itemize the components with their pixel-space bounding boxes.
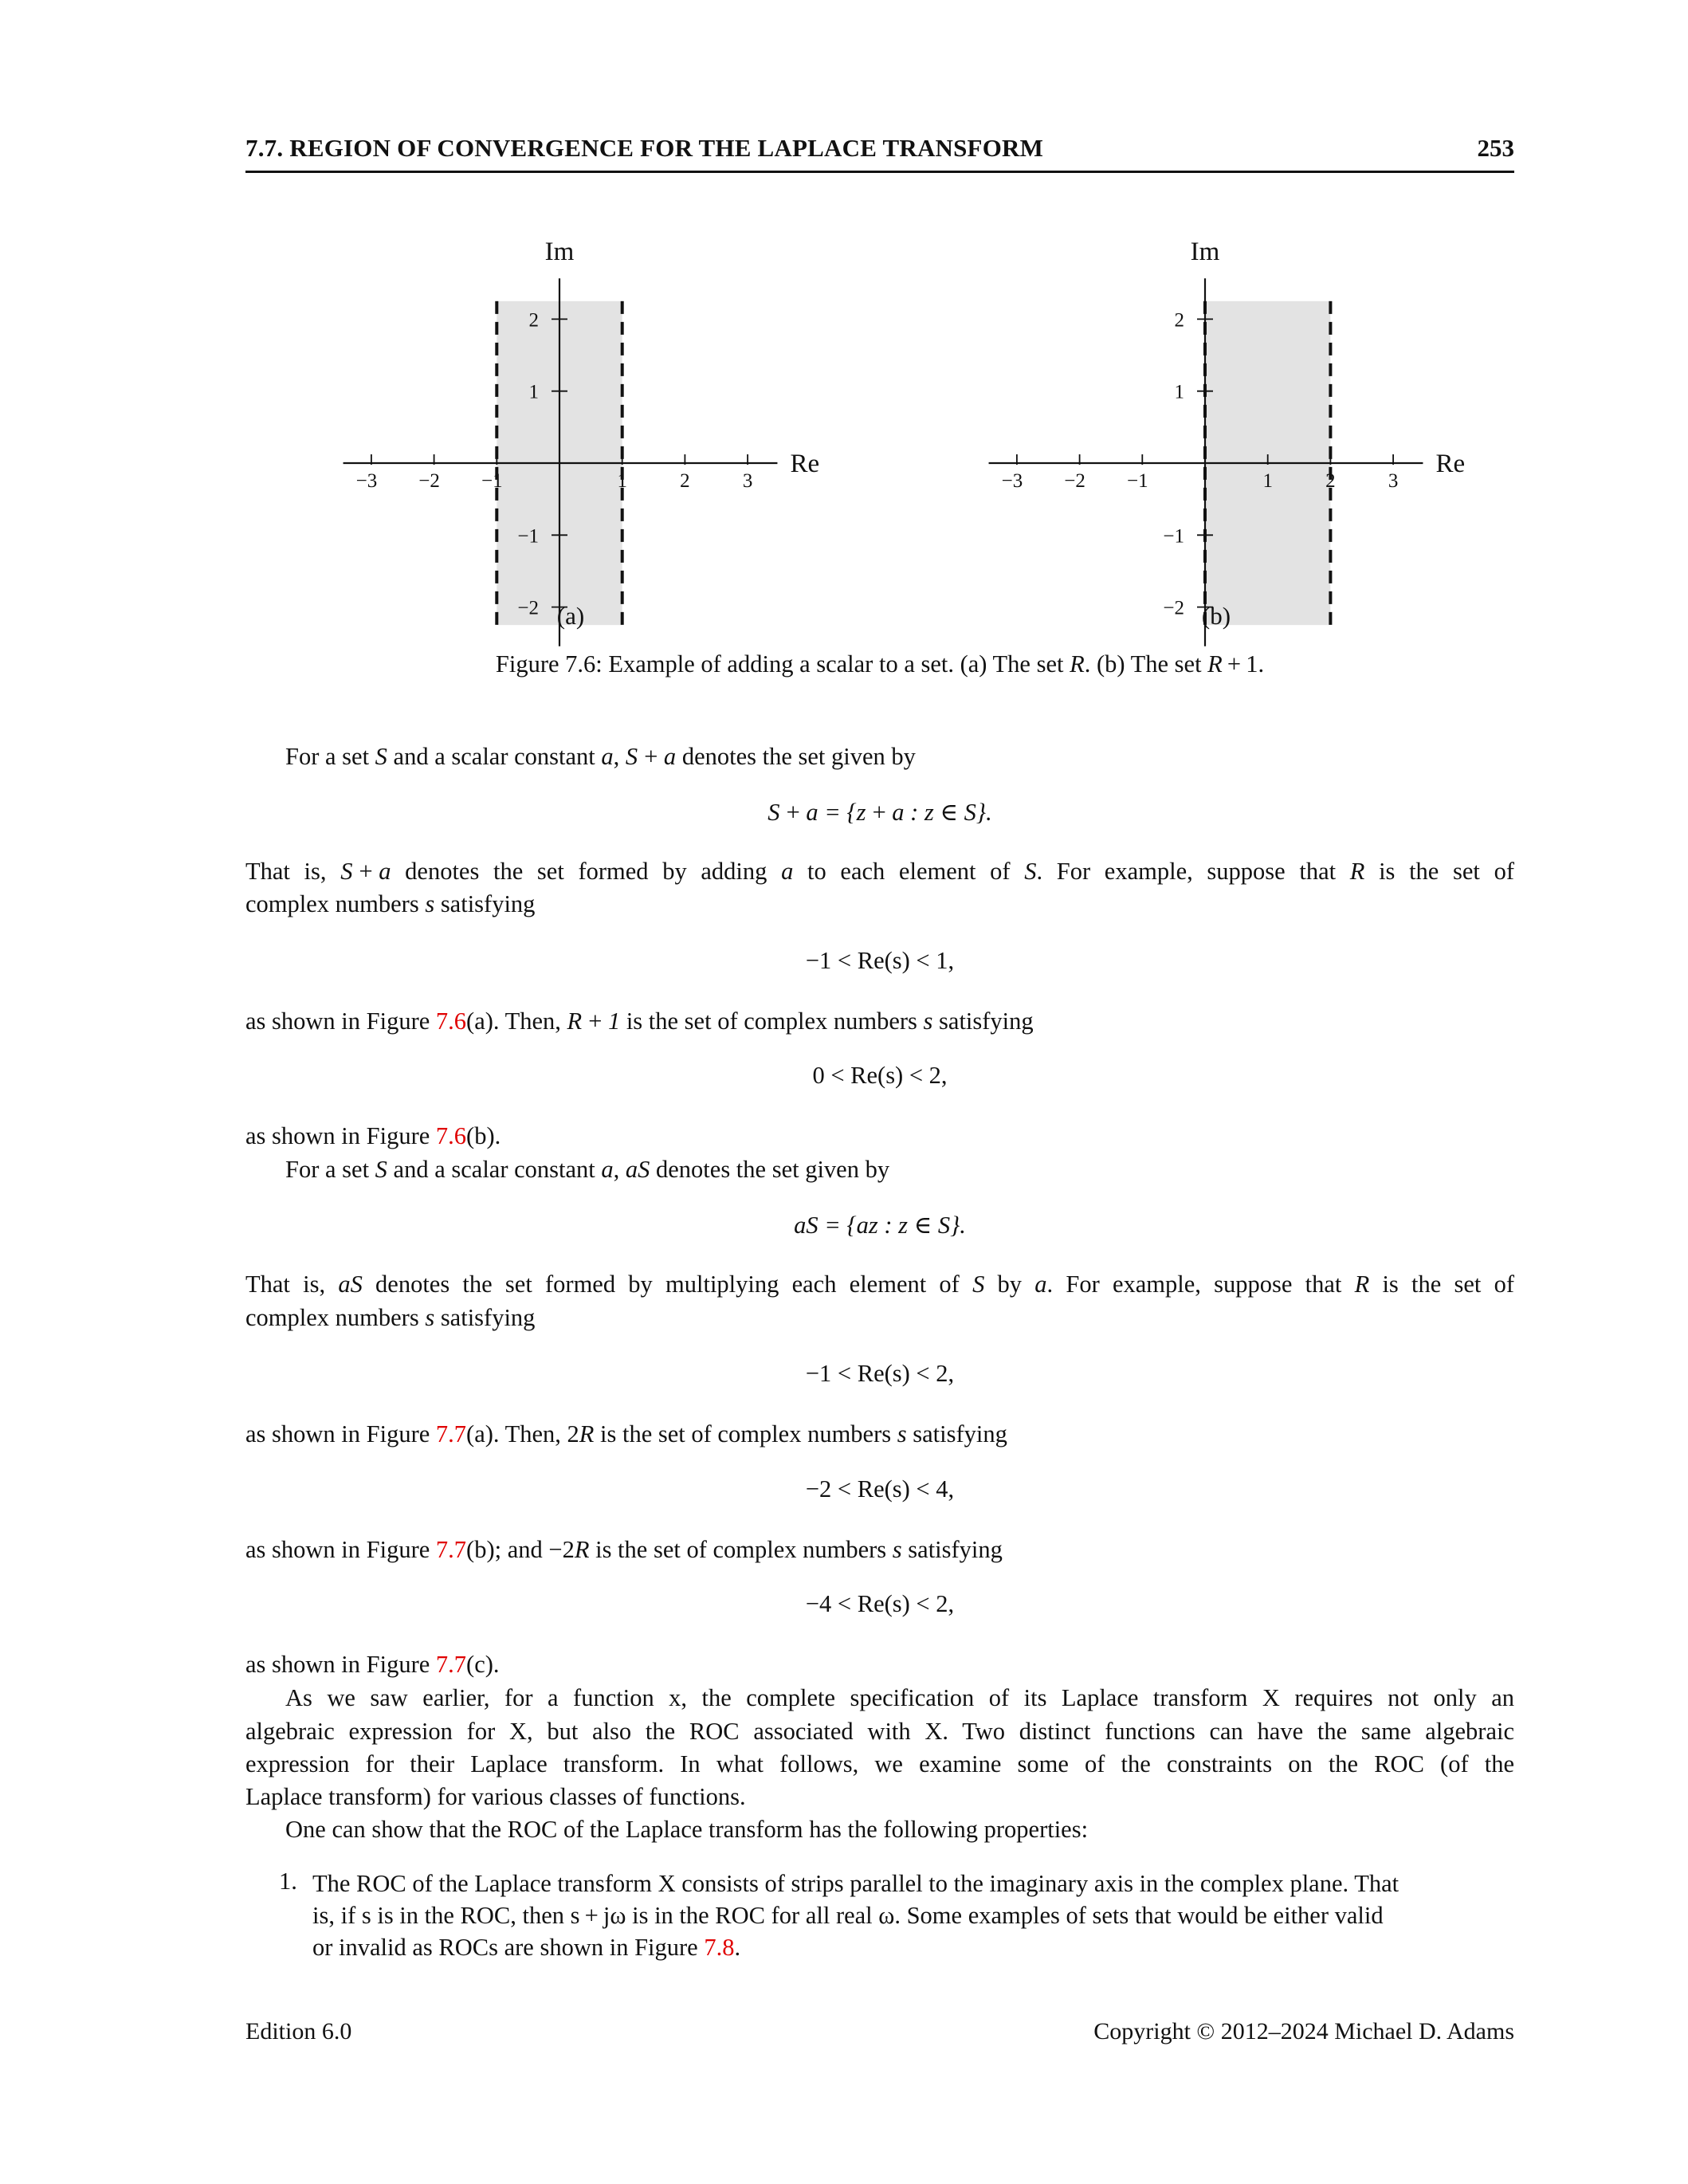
x-tick-label: 1 xyxy=(1262,470,1273,492)
y-tick-label: 2 xyxy=(528,309,539,332)
math-var: aS xyxy=(338,1271,363,1298)
math-var: S xyxy=(375,743,387,770)
equation: 0 < Re(s) < 2, xyxy=(812,1062,948,1089)
footer-edition: Edition 6.0 xyxy=(245,2018,352,2045)
equation: −4 < Re(s) < 2, xyxy=(805,1590,955,1617)
y-tick-label: −1 xyxy=(1163,525,1184,548)
text-run: is the set of complex numbers xyxy=(620,1008,924,1035)
paragraph-line xyxy=(245,1648,1514,1682)
text-run: . xyxy=(734,1934,741,1961)
panel-label: (a) xyxy=(556,602,585,630)
figure-link[interactable]: 7.6 xyxy=(435,1008,467,1035)
math-var: R xyxy=(579,1420,595,1447)
footer-copyright: Copyright © 2012–2024 Michael D. Adams xyxy=(1093,2018,1514,2045)
x-tick-label: 1 xyxy=(617,470,627,492)
paragraph-line xyxy=(245,888,1514,921)
text-run: denotes the set formed by adding xyxy=(391,858,782,885)
caption-var: R xyxy=(1070,650,1085,678)
y-tick-label: −2 xyxy=(517,597,539,619)
figure-link[interactable]: 7.7 xyxy=(435,1536,467,1563)
text-run: and a scalar constant xyxy=(387,743,602,770)
caption-text: Figure 7.6: Example of adding a scalar to a set. (a) The set xyxy=(495,650,1070,678)
text-run: as shown in Figure xyxy=(245,1536,436,1563)
caption-var: R xyxy=(1207,650,1223,678)
math-var: s xyxy=(923,1008,933,1035)
page-number: 253 xyxy=(1477,134,1514,162)
figure-caption xyxy=(245,650,1514,678)
x-tick-label: 3 xyxy=(1388,470,1399,492)
paragraph-line xyxy=(285,1153,1514,1187)
text-run: denotes the set formed by multiplying each element of xyxy=(362,1271,973,1298)
text-run: (c). xyxy=(466,1651,500,1678)
x-tick-label: −1 xyxy=(481,470,503,492)
math-var: s xyxy=(897,1420,907,1447)
text-run: That is, xyxy=(245,1271,339,1298)
x-axis-label: Re xyxy=(790,450,820,478)
math-var: R + 1 xyxy=(567,1008,621,1035)
text-run: satisfying xyxy=(906,1420,1007,1447)
paragraph-line: As we saw earlier, for a function x, the complete specification of its Laplace transform X requires not only an xyxy=(285,1684,1514,1711)
text-run: , xyxy=(613,1156,626,1183)
y-tick-label: −2 xyxy=(1163,597,1184,619)
list-item-line: is, if s is in the ROC, then s + jω is in the ROC for all real ω. Some examples of sets that would be either valid xyxy=(312,1902,1384,1929)
paragraph-line xyxy=(285,740,1514,774)
math-var: R xyxy=(1349,858,1365,885)
math-var: s xyxy=(892,1536,902,1563)
text-run: satisfying xyxy=(434,890,536,917)
paragraph-line: One can show that the ROC of the Laplace transform has the following properties: xyxy=(285,1816,1089,1843)
math-var: S + a xyxy=(340,858,391,885)
figure-link[interactable]: 7.7 xyxy=(435,1651,467,1678)
list-number: 1. xyxy=(279,1868,297,1895)
y-axis-label: Im xyxy=(1190,238,1220,266)
math-var: s xyxy=(425,1304,435,1331)
math-var: S xyxy=(1024,858,1037,885)
x-tick-label: 2 xyxy=(680,470,690,492)
text-run: to each element of xyxy=(793,858,1025,885)
text-run: denotes the set given by xyxy=(650,1156,890,1183)
section-title: 7.7. REGION OF CONVERGENCE FOR THE LAPLACE TRANSFORM xyxy=(245,134,1044,162)
text-run: For a set xyxy=(285,1156,375,1183)
paragraph-line xyxy=(245,1418,1514,1451)
figure-link[interactable]: 7.7 xyxy=(435,1420,467,1447)
caption-text: + 1. xyxy=(1222,650,1265,678)
text-run: (a). Then, xyxy=(466,1008,567,1035)
x-tick-label: −2 xyxy=(1064,470,1085,492)
paragraph-line: expression for their Laplace transform. In what follows, we examine some of the constraints on the ROC (of the xyxy=(245,1750,1514,1777)
math-var: aS xyxy=(625,1156,650,1183)
equation: S + a = {z + a : z ∈ S}. xyxy=(767,799,992,826)
equation: −1 < Re(s) < 1, xyxy=(805,947,955,974)
math-var: s xyxy=(425,890,435,917)
text-run: is the set of xyxy=(1364,858,1514,885)
text-run: is the set of complex numbers xyxy=(589,1536,893,1563)
figure-7-6 xyxy=(0,0,1688,717)
text-run: denotes the set given by xyxy=(676,743,916,770)
text-run: is the set of xyxy=(1369,1271,1514,1298)
caption-text: . (b) The set xyxy=(1084,650,1208,678)
figure-link[interactable]: 7.6 xyxy=(435,1122,467,1149)
x-tick-label: 2 xyxy=(1325,470,1336,492)
y-tick-label: −1 xyxy=(517,525,539,548)
y-tick-label: 1 xyxy=(528,381,539,403)
text-run: For a set xyxy=(285,743,375,770)
y-tick-label: 1 xyxy=(1174,381,1184,403)
text-run: or invalid as ROCs are shown in Figure xyxy=(312,1934,705,1961)
text-run: as shown in Figure xyxy=(245,1008,436,1035)
math-var: S xyxy=(375,1156,387,1183)
text-run: . For example, suppose that xyxy=(1036,858,1350,885)
x-tick-label: −1 xyxy=(1126,470,1148,492)
x-tick-label: −2 xyxy=(418,470,440,492)
list-item-line: The ROC of the Laplace transform X consists of strips parallel to the imaginary axis in the complex plane. That xyxy=(312,1870,1399,1897)
text-run: complex numbers xyxy=(245,1304,426,1331)
y-tick-label: 2 xyxy=(1174,309,1184,332)
panel-label: (b) xyxy=(1201,602,1231,630)
paragraph-line xyxy=(245,1005,1514,1039)
text-run: (b). xyxy=(466,1122,501,1149)
text-run: (b); and −2 xyxy=(466,1536,575,1563)
text-run: . For example, suppose that xyxy=(1046,1271,1355,1298)
paragraph-line: algebraic expression for X, but also the ROC associated with X. Two distinct functions can have the same algebraic xyxy=(245,1718,1514,1745)
paragraph-line xyxy=(245,1534,1514,1567)
text-run: by xyxy=(984,1271,1035,1298)
math-var: a xyxy=(1034,1271,1047,1298)
list-item-line xyxy=(312,1931,1514,1965)
math-var: a xyxy=(601,743,614,770)
x-axis-label: Re xyxy=(1435,450,1466,478)
x-tick-label: −3 xyxy=(355,470,378,492)
y-axis-label: Im xyxy=(544,238,575,266)
paragraph-line xyxy=(245,855,1514,889)
text-run: is the set of complex numbers xyxy=(594,1420,897,1447)
figure-link[interactable]: 7.8 xyxy=(704,1934,735,1961)
text-run: (a). Then, 2 xyxy=(466,1420,579,1447)
math-var: R xyxy=(1354,1271,1370,1298)
text-run: as shown in Figure xyxy=(245,1122,436,1149)
text-run: satisfying xyxy=(901,1536,1003,1563)
text-run: , xyxy=(613,743,626,770)
text-run: complex numbers xyxy=(245,890,426,917)
paragraph-line xyxy=(245,1302,1514,1335)
equation: −1 < Re(s) < 2, xyxy=(805,1360,955,1387)
equation: −2 < Re(s) < 4, xyxy=(805,1475,955,1502)
math-var: S + a xyxy=(625,743,677,770)
math-var: S xyxy=(972,1271,985,1298)
text-run: satisfying xyxy=(434,1304,536,1331)
paragraph-line: Laplace transform) for various classes of functions. xyxy=(245,1783,746,1810)
x-tick-label: 3 xyxy=(742,470,753,492)
math-var: a xyxy=(601,1156,614,1183)
text-run: as shown in Figure xyxy=(245,1420,436,1447)
text-run: and a scalar constant xyxy=(387,1156,602,1183)
math-var: R xyxy=(574,1536,590,1563)
math-var: a xyxy=(781,858,794,885)
text-run: satisfying xyxy=(932,1008,1034,1035)
text-run: That is, xyxy=(245,858,341,885)
x-tick-label: −3 xyxy=(1001,470,1023,492)
paragraph-line xyxy=(245,1268,1514,1302)
text-run: as shown in Figure xyxy=(245,1651,436,1678)
paragraph-line xyxy=(245,1120,1514,1153)
equation: aS = {az : z ∈ S}. xyxy=(794,1212,966,1239)
